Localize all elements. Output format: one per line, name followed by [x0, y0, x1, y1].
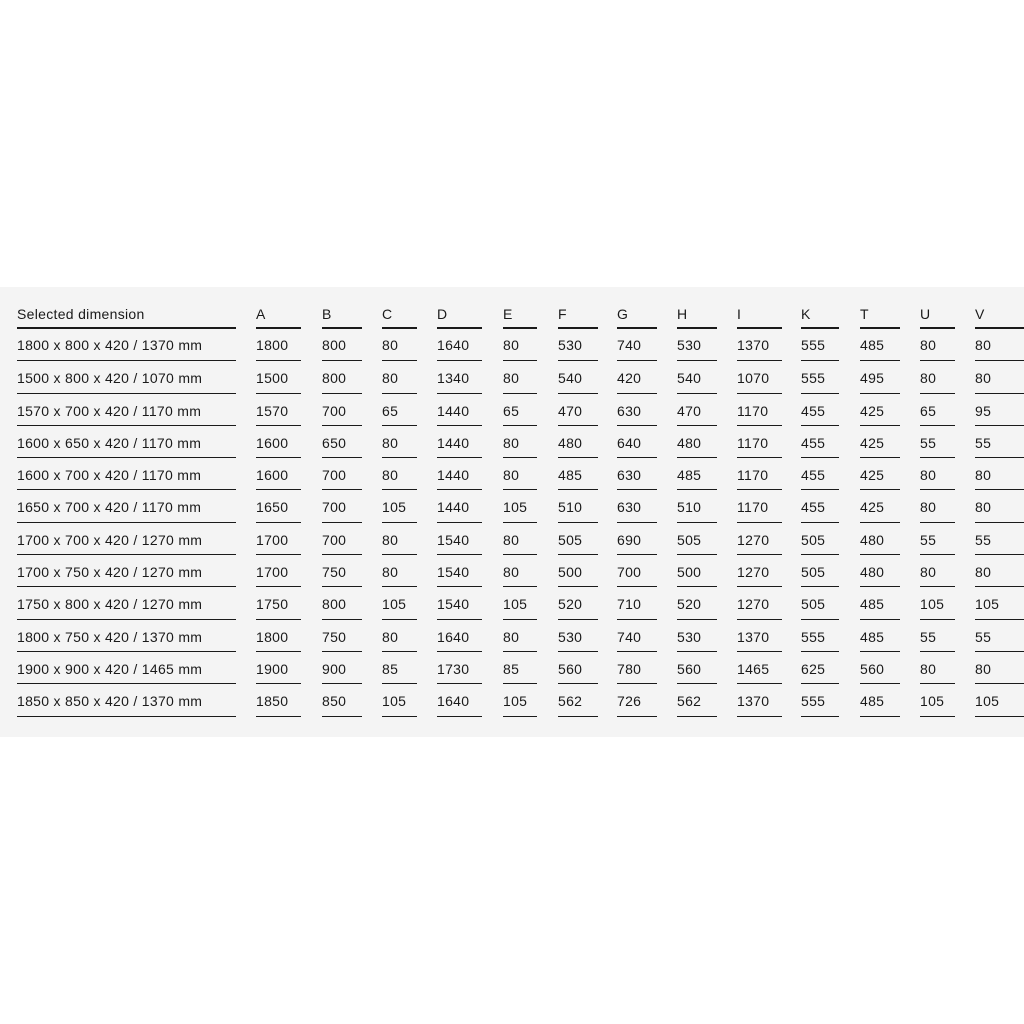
- dimension-value-cell: 80: [503, 426, 537, 458]
- dimension-value-cell: 1540: [437, 523, 482, 555]
- dimension-table-panel: [0, 287, 1024, 737]
- dimension-value-cell: 700: [322, 490, 362, 522]
- dimension-value-cell: 105: [382, 684, 417, 716]
- dimension-value-cell: 1340: [437, 361, 482, 393]
- dimension-value-cell: 1440: [437, 394, 482, 426]
- dimension-value-cell: 420: [617, 361, 657, 393]
- dimension-value-cell: 80: [975, 555, 1024, 587]
- dimension-value-cell: 750: [322, 620, 362, 652]
- dimension-value-cell: 455: [801, 394, 839, 426]
- dimension-value-cell: 80: [503, 458, 537, 490]
- dimension-value-cell: 80: [975, 361, 1024, 393]
- dimension-value-cell: 485: [860, 587, 900, 619]
- dimension-label-cell: 1500 x 800 x 420 / 1070 mm: [17, 361, 236, 393]
- column-header-c: C: [382, 287, 417, 329]
- column-header-selected-dimension: Selected dimension: [17, 287, 236, 329]
- dimension-value-cell: 1440: [437, 426, 482, 458]
- dimension-value-cell: 105: [503, 587, 537, 619]
- dimension-value-cell: 455: [801, 490, 839, 522]
- dimension-value-cell: 1370: [737, 620, 782, 652]
- dimension-value-cell: 1650: [256, 490, 301, 522]
- dimension-value-cell: 1370: [737, 684, 782, 716]
- dimension-value-cell: 80: [975, 458, 1024, 490]
- dimension-value-cell: 540: [558, 361, 598, 393]
- dimension-value-cell: 495: [860, 361, 900, 393]
- dimension-value-cell: 800: [322, 329, 362, 361]
- column-header-b: B: [322, 287, 362, 329]
- table-row: [17, 426, 1024, 458]
- dimension-value-cell: 470: [558, 394, 598, 426]
- dimension-value-cell: 540: [677, 361, 717, 393]
- column-header-v: V: [975, 287, 1024, 329]
- dimension-value-cell: 700: [322, 458, 362, 490]
- dimension-value-cell: 500: [677, 555, 717, 587]
- dimension-value-cell: 105: [382, 587, 417, 619]
- dimension-value-cell: 1440: [437, 490, 482, 522]
- dimension-value-cell: 105: [975, 587, 1024, 619]
- dimension-value-cell: 505: [677, 523, 717, 555]
- dimension-value-cell: 1500: [256, 361, 301, 393]
- table-row: [17, 652, 1024, 684]
- dimension-value-cell: 485: [558, 458, 598, 490]
- dimension-label-cell: 1800 x 800 x 420 / 1370 mm: [17, 329, 236, 361]
- table-row: [17, 684, 1024, 716]
- dimension-value-cell: 740: [617, 620, 657, 652]
- dimension-value-cell: 455: [801, 426, 839, 458]
- dimension-value-cell: 85: [503, 652, 537, 684]
- dimension-value-cell: 80: [503, 555, 537, 587]
- dimension-value-cell: 85: [382, 652, 417, 684]
- dimension-value-cell: 560: [860, 652, 900, 684]
- dimension-table: [17, 287, 1024, 717]
- dimension-value-cell: 80: [382, 361, 417, 393]
- dimension-value-cell: 65: [503, 394, 537, 426]
- table-row: [17, 361, 1024, 393]
- dimension-value-cell: 80: [382, 329, 417, 361]
- dimension-value-cell: 1800: [256, 620, 301, 652]
- dimension-value-cell: 80: [382, 426, 417, 458]
- dimension-value-cell: 80: [920, 329, 955, 361]
- dimension-value-cell: 80: [975, 490, 1024, 522]
- dimension-value-cell: 80: [503, 523, 537, 555]
- table-row: [17, 490, 1024, 522]
- dimension-value-cell: 520: [558, 587, 598, 619]
- dimension-value-cell: 555: [801, 620, 839, 652]
- dimension-value-cell: 650: [322, 426, 362, 458]
- dimension-value-cell: 455: [801, 458, 839, 490]
- dimension-value-cell: 55: [920, 523, 955, 555]
- dimension-value-cell: 1900: [256, 652, 301, 684]
- dimension-value-cell: 1700: [256, 523, 301, 555]
- dimension-label-cell: 1750 x 800 x 420 / 1270 mm: [17, 587, 236, 619]
- dimension-value-cell: 480: [677, 426, 717, 458]
- dimension-value-cell: 485: [860, 684, 900, 716]
- dimension-value-cell: 80: [382, 458, 417, 490]
- dimension-value-cell: 560: [677, 652, 717, 684]
- dimension-value-cell: 105: [382, 490, 417, 522]
- dimension-value-cell: 80: [503, 361, 537, 393]
- column-header-d: D: [437, 287, 482, 329]
- dimension-value-cell: 690: [617, 523, 657, 555]
- dimension-value-cell: 625: [801, 652, 839, 684]
- dimension-label-cell: 1800 x 750 x 420 / 1370 mm: [17, 620, 236, 652]
- dimension-value-cell: 505: [801, 523, 839, 555]
- table-row: [17, 458, 1024, 490]
- dimension-value-cell: 1700: [256, 555, 301, 587]
- dimension-value-cell: 480: [558, 426, 598, 458]
- dimension-label-cell: 1650 x 700 x 420 / 1170 mm: [17, 490, 236, 522]
- dimension-value-cell: 562: [558, 684, 598, 716]
- dimension-value-cell: 750: [322, 555, 362, 587]
- dimension-value-cell: 562: [677, 684, 717, 716]
- dimension-value-cell: 726: [617, 684, 657, 716]
- dimension-value-cell: 80: [382, 620, 417, 652]
- column-header-k: K: [801, 287, 839, 329]
- dimension-value-cell: 1270: [737, 555, 782, 587]
- dimension-label-cell: 1600 x 700 x 420 / 1170 mm: [17, 458, 236, 490]
- dimension-value-cell: 105: [920, 587, 955, 619]
- dimension-value-cell: 900: [322, 652, 362, 684]
- dimension-value-cell: 1170: [737, 394, 782, 426]
- dimension-label-cell: 1850 x 850 x 420 / 1370 mm: [17, 684, 236, 716]
- dimension-value-cell: 530: [677, 620, 717, 652]
- table-header-row: [17, 287, 1024, 329]
- column-header-t: T: [860, 287, 900, 329]
- dimension-value-cell: 505: [801, 555, 839, 587]
- dimension-value-cell: 1070: [737, 361, 782, 393]
- dimension-value-cell: 560: [558, 652, 598, 684]
- dimension-value-cell: 105: [503, 490, 537, 522]
- dimension-value-cell: 1170: [737, 458, 782, 490]
- dimension-value-cell: 1170: [737, 426, 782, 458]
- column-header-e: E: [503, 287, 537, 329]
- dimension-value-cell: 700: [322, 394, 362, 426]
- dimension-value-cell: 510: [558, 490, 598, 522]
- column-header-f: F: [558, 287, 598, 329]
- dimension-value-cell: 1640: [437, 329, 482, 361]
- dimension-value-cell: 800: [322, 361, 362, 393]
- dimension-value-cell: 1640: [437, 620, 482, 652]
- dimension-value-cell: 555: [801, 361, 839, 393]
- dimension-value-cell: 80: [503, 620, 537, 652]
- column-header-a: A: [256, 287, 301, 329]
- dimension-value-cell: 1600: [256, 426, 301, 458]
- table-row: [17, 555, 1024, 587]
- dimension-value-cell: 80: [920, 361, 955, 393]
- dimension-value-cell: 470: [677, 394, 717, 426]
- dimension-value-cell: 500: [558, 555, 598, 587]
- dimension-value-cell: 530: [677, 329, 717, 361]
- column-header-i: I: [737, 287, 782, 329]
- table-row: [17, 394, 1024, 426]
- dimension-value-cell: 630: [617, 490, 657, 522]
- dimension-label-cell: 1700 x 700 x 420 / 1270 mm: [17, 523, 236, 555]
- dimension-value-cell: 520: [677, 587, 717, 619]
- dimension-value-cell: 800: [322, 587, 362, 619]
- dimension-value-cell: 1850: [256, 684, 301, 716]
- dimension-value-cell: 80: [975, 329, 1024, 361]
- column-header-g: G: [617, 287, 657, 329]
- dimension-value-cell: 80: [503, 329, 537, 361]
- dimension-value-cell: 55: [975, 620, 1024, 652]
- table-row: [17, 587, 1024, 619]
- dimension-value-cell: 1270: [737, 587, 782, 619]
- dimension-value-cell: 80: [382, 523, 417, 555]
- dimension-value-cell: 485: [860, 620, 900, 652]
- dimension-value-cell: 80: [920, 652, 955, 684]
- dimension-value-cell: 630: [617, 394, 657, 426]
- dimension-value-cell: 485: [860, 329, 900, 361]
- dimension-value-cell: 80: [920, 555, 955, 587]
- dimension-value-cell: 1800: [256, 329, 301, 361]
- dimension-value-cell: 80: [975, 652, 1024, 684]
- dimension-value-cell: 55: [920, 620, 955, 652]
- dimension-value-cell: 700: [617, 555, 657, 587]
- dimension-value-cell: 1600: [256, 458, 301, 490]
- table-body: [17, 329, 1024, 717]
- dimension-value-cell: 780: [617, 652, 657, 684]
- dimension-value-cell: 480: [860, 523, 900, 555]
- table-row: [17, 523, 1024, 555]
- dimension-value-cell: 95: [975, 394, 1024, 426]
- dimension-value-cell: 1370: [737, 329, 782, 361]
- dimension-value-cell: 630: [617, 458, 657, 490]
- dimension-value-cell: 700: [322, 523, 362, 555]
- dimension-value-cell: 555: [801, 329, 839, 361]
- dimension-value-cell: 80: [920, 490, 955, 522]
- dimension-value-cell: 80: [382, 555, 417, 587]
- dimension-value-cell: 505: [558, 523, 598, 555]
- table-row: [17, 329, 1024, 361]
- dimension-value-cell: 530: [558, 329, 598, 361]
- dimension-label-cell: 1570 x 700 x 420 / 1170 mm: [17, 394, 236, 426]
- dimension-value-cell: 105: [975, 684, 1024, 716]
- dimension-value-cell: 510: [677, 490, 717, 522]
- dimension-value-cell: 505: [801, 587, 839, 619]
- dimension-value-cell: 65: [920, 394, 955, 426]
- dimension-value-cell: 55: [975, 426, 1024, 458]
- dimension-value-cell: 740: [617, 329, 657, 361]
- column-header-h: H: [677, 287, 717, 329]
- dimension-value-cell: 1465: [737, 652, 782, 684]
- dimension-value-cell: 640: [617, 426, 657, 458]
- table-row: [17, 620, 1024, 652]
- dimension-value-cell: 80: [920, 458, 955, 490]
- dimension-value-cell: 710: [617, 587, 657, 619]
- dimension-value-cell: 1440: [437, 458, 482, 490]
- dimension-value-cell: 555: [801, 684, 839, 716]
- dimension-value-cell: 425: [860, 394, 900, 426]
- dimension-value-cell: 1270: [737, 523, 782, 555]
- dimension-value-cell: 1570: [256, 394, 301, 426]
- dimension-value-cell: 65: [382, 394, 417, 426]
- dimension-value-cell: 1540: [437, 587, 482, 619]
- dimension-value-cell: 105: [920, 684, 955, 716]
- dimension-value-cell: 55: [920, 426, 955, 458]
- dimension-label-cell: 1700 x 750 x 420 / 1270 mm: [17, 555, 236, 587]
- dimension-value-cell: 1640: [437, 684, 482, 716]
- dimension-value-cell: 105: [503, 684, 537, 716]
- dimension-value-cell: 1170: [737, 490, 782, 522]
- dimension-value-cell: 425: [860, 426, 900, 458]
- dimension-value-cell: 850: [322, 684, 362, 716]
- dimension-value-cell: 1750: [256, 587, 301, 619]
- dimension-label-cell: 1600 x 650 x 420 / 1170 mm: [17, 426, 236, 458]
- dimension-label-cell: 1900 x 900 x 420 / 1465 mm: [17, 652, 236, 684]
- dimension-value-cell: 480: [860, 555, 900, 587]
- dimension-value-cell: 425: [860, 490, 900, 522]
- dimension-value-cell: 1730: [437, 652, 482, 684]
- dimension-value-cell: 1540: [437, 555, 482, 587]
- dimension-value-cell: 55: [975, 523, 1024, 555]
- column-header-u: U: [920, 287, 955, 329]
- dimension-value-cell: 485: [677, 458, 717, 490]
- dimension-value-cell: 530: [558, 620, 598, 652]
- dimension-value-cell: 425: [860, 458, 900, 490]
